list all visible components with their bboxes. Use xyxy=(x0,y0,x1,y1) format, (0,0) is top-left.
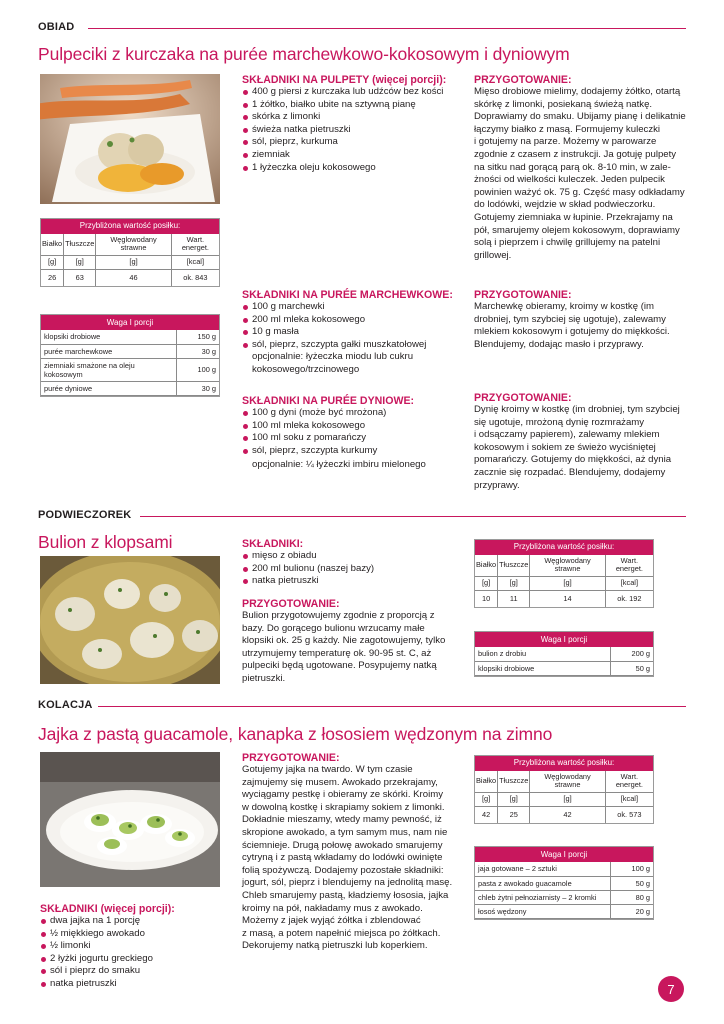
preparation-text-kolacja xyxy=(242,764,470,953)
nutrition-table-obiad xyxy=(40,218,220,287)
text-line: utrzymujemy temperaturę ok. 90-95 st. C, aż xyxy=(242,647,432,659)
nutrition-table-podwieczorek xyxy=(474,539,654,608)
nutrition-label: Węglowodany strawne xyxy=(530,771,605,793)
nutrition-value: 11 xyxy=(498,590,530,607)
nutrition-value: ok. 843 xyxy=(183,272,208,282)
list-item: dwa jajka na 1 porcję xyxy=(40,915,235,928)
nutrition-value: 42 xyxy=(475,806,498,823)
table-row xyxy=(475,661,653,675)
list-item: ½ limonki xyxy=(40,940,235,953)
text-line: kokosowym i sokiem ze świeżo wyciśniętej xyxy=(474,441,656,453)
list-item: 200 ml mleka kokosowego xyxy=(242,314,472,327)
portion-amount: 150 g xyxy=(176,330,219,344)
list-item: sól, pieprz, szczypta gałki muszkatołowej xyxy=(242,339,472,352)
text-line: zacznie się rozpadać. Blendujemy, dodajemy xyxy=(474,466,666,478)
nutrition-label: Wart. energet. xyxy=(615,771,643,790)
text-line: pół, smarujemy olejem kokosowym, doprawiamy xyxy=(474,224,680,236)
table-row xyxy=(41,381,219,395)
preparation-text-podwieczorek xyxy=(242,610,467,686)
text-line: ściemnieje. Drugą połowę awokado smarujemy xyxy=(242,839,443,851)
text-line: Dynię kroimy w kostkę (im drobniej, tym szybciej xyxy=(474,404,680,415)
ingredients-heading-pulpety: SKŁADNIKI NA PULPETY (więcej porcji): xyxy=(242,74,447,86)
text-line: grillowej. xyxy=(474,249,512,261)
ingredients-list-pulpety xyxy=(242,86,467,174)
page-number-badge: 7 xyxy=(658,976,684,1002)
preparation-heading-podwieczorek: PRZYGOTOWANIE: xyxy=(242,598,340,610)
section-divider xyxy=(140,516,686,517)
list-item: 100 g dyni (może być mrożona) xyxy=(242,407,472,420)
portion-table-kolacja xyxy=(474,846,654,920)
portion-amount: 80 g xyxy=(610,890,653,904)
portion-amount: 20 g xyxy=(610,904,653,918)
text-line: powinien ważyć ok. 75 g. Część masy odkładamy xyxy=(474,186,685,198)
nutrition-unit: [kcal] xyxy=(605,577,653,591)
table-row xyxy=(475,876,653,890)
text-line: skórkę z limonki, posiekaną świeżą natkę. xyxy=(474,98,653,110)
text-line: kokosowego/trzcinowego xyxy=(252,363,360,375)
list-item: 100 ml soku z pomarańczy xyxy=(242,432,472,445)
nutrition-value: 10 xyxy=(475,590,498,607)
text-line: Gotujemy ziemniaka w łupinie. Przekrajamy na xyxy=(474,211,673,223)
text-line: Dokładnie mieszamy, wtedy mamy pewność, iż xyxy=(242,814,442,826)
portion-amount: 30 g xyxy=(176,381,219,395)
text-line: jogurt, sól, pieprz i blendujemy na jednolitą masę. xyxy=(242,877,453,889)
section-divider xyxy=(88,28,686,29)
preparation-heading-dynia: PRZYGOTOWANIE: xyxy=(474,392,572,404)
optional-note-marchew xyxy=(242,351,472,376)
list-item: świeża natka pietruszki xyxy=(242,124,467,137)
portion-amount: 200 g xyxy=(610,647,653,661)
text-line: pulpeciki będą ugotowane. Posypujemy natką xyxy=(242,660,437,672)
table-row xyxy=(475,862,653,876)
optional-note-dynia xyxy=(242,459,472,472)
section-divider xyxy=(98,706,686,707)
list-item: ziemniak xyxy=(242,149,467,162)
text-line: Doprawiamy do smaku. Ubijamy pianę i delikatnie xyxy=(474,111,686,123)
nutrition-value: ok. 192 xyxy=(617,593,642,603)
nutrition-value: ok. 573 xyxy=(617,809,642,819)
ingredients-list-dynia xyxy=(242,407,472,457)
portion-item: bulion z drobiu xyxy=(475,647,610,661)
portion-header: Waga I porcji xyxy=(41,315,219,330)
nutrition-label: Tłuszcze xyxy=(64,234,96,256)
portion-header: Waga I porcji xyxy=(475,632,653,647)
text-line: Mięso drobiowe mielimy, dodajemy żółtko, otartą xyxy=(474,86,681,97)
section-label-kolacja: KOLACJA xyxy=(38,699,93,711)
nutrition-unit: [g] xyxy=(530,793,605,807)
section-label-obiad: OBIAD xyxy=(38,21,75,33)
nutrition-unit: [g] xyxy=(498,793,530,807)
nutrition-value: 42 xyxy=(530,806,605,823)
preparation-text-dynia xyxy=(474,404,694,492)
preparation-heading-kolacja: PRZYGOTOWANIE: xyxy=(242,752,340,764)
table-row xyxy=(475,647,653,661)
list-item: 10 g masła xyxy=(242,326,472,339)
text-line: i odsączamy papierem), zalewamy mlekiem xyxy=(474,429,660,441)
portion-amount: 30 g xyxy=(176,344,219,358)
recipe-title-kolacja: Jajka z pastą guacamole, kanapka z łososiem wędzonym na zimno xyxy=(38,724,553,744)
portion-item: purée dyniowe xyxy=(41,381,176,395)
text-line: zgodnie z czasem z instrukcji. Ja gotuję pulpety xyxy=(474,148,677,160)
nutrition-label: Wart. energet. xyxy=(181,234,209,253)
table-row xyxy=(41,358,219,381)
portion-item: klopsiki drobiowe xyxy=(475,661,610,675)
text-line: Blendujemy, dodając masło i przyprawy. xyxy=(474,338,644,350)
nutrition-header: Przybliżona wartość posiłku: xyxy=(475,540,653,555)
preparation-heading-pulpety: PRZYGOTOWANIE: xyxy=(474,74,572,86)
portion-item: klopsiki drobiowe xyxy=(41,330,176,344)
nutrition-value: 14 xyxy=(530,590,605,607)
nutrition-value: 26 xyxy=(41,269,64,286)
portion-item: łosoś wędzony xyxy=(475,904,610,918)
nutrition-table-kolacja xyxy=(474,755,654,824)
text-line: Dekorujemy natką pietruszki lub koperkiem. xyxy=(242,940,428,952)
list-item: 1 żółtko, białko ubite na sztywną pianę xyxy=(242,99,467,112)
nutrition-value: 46 xyxy=(96,269,171,286)
text-line: opcjonalnie: łyżeczka miodu lub cukru xyxy=(252,351,414,362)
ingredients-list-kolacja xyxy=(40,915,235,991)
text-line: opcjonalnie: ¼ łyżeczki imbiru mielonego xyxy=(252,459,426,470)
text-line: Bulion przygotowujemy zgodnie z proporcją z xyxy=(242,610,435,621)
list-item: 200 ml bulionu (naszej bazy) xyxy=(242,563,442,576)
list-item: sól i pieprz do smaku xyxy=(40,965,235,978)
photo-broth-meatballs xyxy=(40,556,220,684)
nutrition-unit: [g] xyxy=(64,256,96,270)
portion-item: purée marchewkowe xyxy=(41,344,176,358)
table-row xyxy=(41,330,219,344)
list-item: mięso z obiadu xyxy=(242,550,442,563)
nutrition-unit: [g] xyxy=(530,577,605,591)
ingredients-heading-kolacja: SKŁADNIKI (więcej porcji): xyxy=(40,903,175,915)
list-item: 100 ml mleka kokosowego xyxy=(242,420,472,433)
list-item: 100 g marchewki xyxy=(242,301,472,314)
text-line: solą i pieprzem i chwilę grillujemy na patelni xyxy=(474,237,661,249)
recipe-title-podwieczorek: Bulion z klopsami xyxy=(38,532,173,552)
portion-item: ziemniaki smażone na oleju kokosowym xyxy=(41,358,176,381)
text-line: wyciągamy pestkę i obieramy ze skórki. Kroimy xyxy=(242,789,443,801)
nutrition-header: Przybliżona wartość posiłku: xyxy=(41,219,219,234)
text-line: łączymy białko z masą. Formujemy kuleczki xyxy=(474,123,661,135)
ingredients-heading-marchew: SKŁADNIKI NA PURÉE MARCHEWKOWE: xyxy=(242,289,453,301)
portion-amount: 100 g xyxy=(176,358,219,381)
list-item: natka pietruszki xyxy=(40,978,235,991)
text-line: w dowolną kostkę i skrapiamy sokiem z limonki. xyxy=(242,801,445,813)
photo-chicken-meatballs xyxy=(40,74,220,204)
portion-item: jaja gotowane – 2 sztuki xyxy=(475,862,610,876)
portion-amount: 50 g xyxy=(610,661,653,675)
list-item: ½ miękkiego awokado xyxy=(40,928,235,941)
list-item: 400 g piersi z kurczaka lub udźców bez kości xyxy=(242,86,467,99)
ingredients-heading-podwieczorek: SKŁADNIKI: xyxy=(242,538,304,550)
nutrition-unit: [kcal] xyxy=(171,256,219,270)
portion-table-podwieczorek xyxy=(474,631,654,677)
nutrition-label: Węglowodany strawne xyxy=(96,234,171,256)
text-line: i gotujemy na parze. Możemy w parowarze xyxy=(474,136,657,148)
text-line: z masą, a potem napełnić miejsca po żółtkach. xyxy=(242,927,441,939)
text-line: drobniej, tym szybciej się ugotuje), zalewamy xyxy=(474,313,666,325)
nutrition-label: Wart. energet. xyxy=(615,555,643,574)
list-item: 1 łyżeczka oleju kokosowego xyxy=(242,162,467,175)
nutrition-value: 25 xyxy=(498,806,530,823)
nutrition-unit: [g] xyxy=(41,256,64,270)
nutrition-value: 63 xyxy=(64,269,96,286)
text-line: skropione awokado, a tym samym mus, nam nie xyxy=(242,826,448,838)
text-line: żności od wielkości kuleczek. Jeden pulpecik xyxy=(474,174,665,186)
nutrition-label: Tłuszcze xyxy=(498,555,530,577)
nutrition-unit: [kcal] xyxy=(605,793,653,807)
preparation-text-pulpety xyxy=(474,86,694,262)
text-line: folią spożywczą. Dodajemy pozostałe składniki: xyxy=(242,864,444,876)
nutrition-label: Tłuszcze xyxy=(498,771,530,793)
recipe-title-obiad: Pulpeciki z kurczaka na purée marchewkowo-kokosowym i dyniowym xyxy=(38,44,570,64)
nutrition-label: Białko xyxy=(475,555,498,577)
nutrition-label: Białko xyxy=(475,771,498,793)
text-line: na sitku nad gorącą parą ok. 8-10 min, w zale- xyxy=(474,161,671,173)
text-line: mlekiem kokosowym i gotujemy do miękkości. xyxy=(474,326,670,338)
ingredients-list-podwieczorek xyxy=(242,550,442,588)
section-label-podwieczorek: PODWIECZOREK xyxy=(38,509,132,521)
portion-header: Waga I porcji xyxy=(475,847,653,862)
list-item: 2 łyżki jogurtu greckiego xyxy=(40,953,235,966)
list-item: sól, pieprz, szczypta kurkumy xyxy=(242,445,472,458)
list-item: skórka z limonki xyxy=(242,111,467,124)
text-line: Możemy z jajek wyjąć żółtka i zblendować xyxy=(242,915,421,927)
nutrition-unit: [g] xyxy=(96,256,171,270)
text-line: zajmujemy się musem. Awokado przekrajamy, xyxy=(242,776,438,788)
portion-amount: 50 g xyxy=(610,876,653,890)
preparation-heading-marchew: PRZYGOTOWANIE: xyxy=(474,289,572,301)
text-line: Chleb smarujemy pastą, kładziemy łososia, jajka xyxy=(242,889,449,901)
text-line: bazy. Do gorącego bulionu wrzucamy małe xyxy=(242,622,425,634)
ingredients-list-marchew xyxy=(242,301,472,351)
preparation-text-marchew xyxy=(474,301,694,351)
text-line: cytryną i z pastą wkładamy do lodówki owinięte xyxy=(242,852,443,864)
text-line: pietruszki. xyxy=(242,672,286,684)
nutrition-label: Węglowodany strawne xyxy=(530,555,605,577)
list-item: natka pietruszki xyxy=(242,575,442,588)
table-row xyxy=(475,904,653,918)
text-line: Marchewkę obieramy, kroimy w kostkę (im xyxy=(474,301,655,312)
photo-eggs-guacamole xyxy=(40,752,220,887)
portion-item: pasta z awokado guacamole xyxy=(475,876,610,890)
text-line: się ugotuje, mrożoną dynię rozmrażamy xyxy=(474,416,645,428)
text-line: Gotujemy jajka na twardo. W tym czasie xyxy=(242,764,413,775)
portion-table-obiad xyxy=(40,314,220,397)
nutrition-label: Białko xyxy=(41,234,64,256)
text-line: kroimy na pół, nakładamy mus z awokado. xyxy=(242,902,423,914)
nutrition-unit: [g] xyxy=(475,793,498,807)
table-row xyxy=(475,890,653,904)
ingredients-heading-dynia: SKŁADNIKI NA PURÉE DYNIOWE: xyxy=(242,395,415,407)
nutrition-header: Przybliżona wartość posiłku: xyxy=(475,756,653,771)
text-line: do lodówki, wejdzie w skład podwieczorku. xyxy=(474,199,656,211)
text-line: przyprawy. xyxy=(474,479,520,491)
table-row xyxy=(41,344,219,358)
list-item: sól, pieprz, kurkuma xyxy=(242,136,467,149)
nutrition-unit: [g] xyxy=(475,577,498,591)
nutrition-unit: [g] xyxy=(498,577,530,591)
text-line: klopsiki ok. 25 g każdy. Nie zagotowujemy, tylko xyxy=(242,635,446,647)
portion-amount: 100 g xyxy=(610,862,653,876)
text-line: pomarańczy. Gotujemy do miękkości, aż dynia xyxy=(474,454,672,466)
portion-item: chleb żytni pełnoziarnisty – 2 kromki xyxy=(475,890,610,904)
